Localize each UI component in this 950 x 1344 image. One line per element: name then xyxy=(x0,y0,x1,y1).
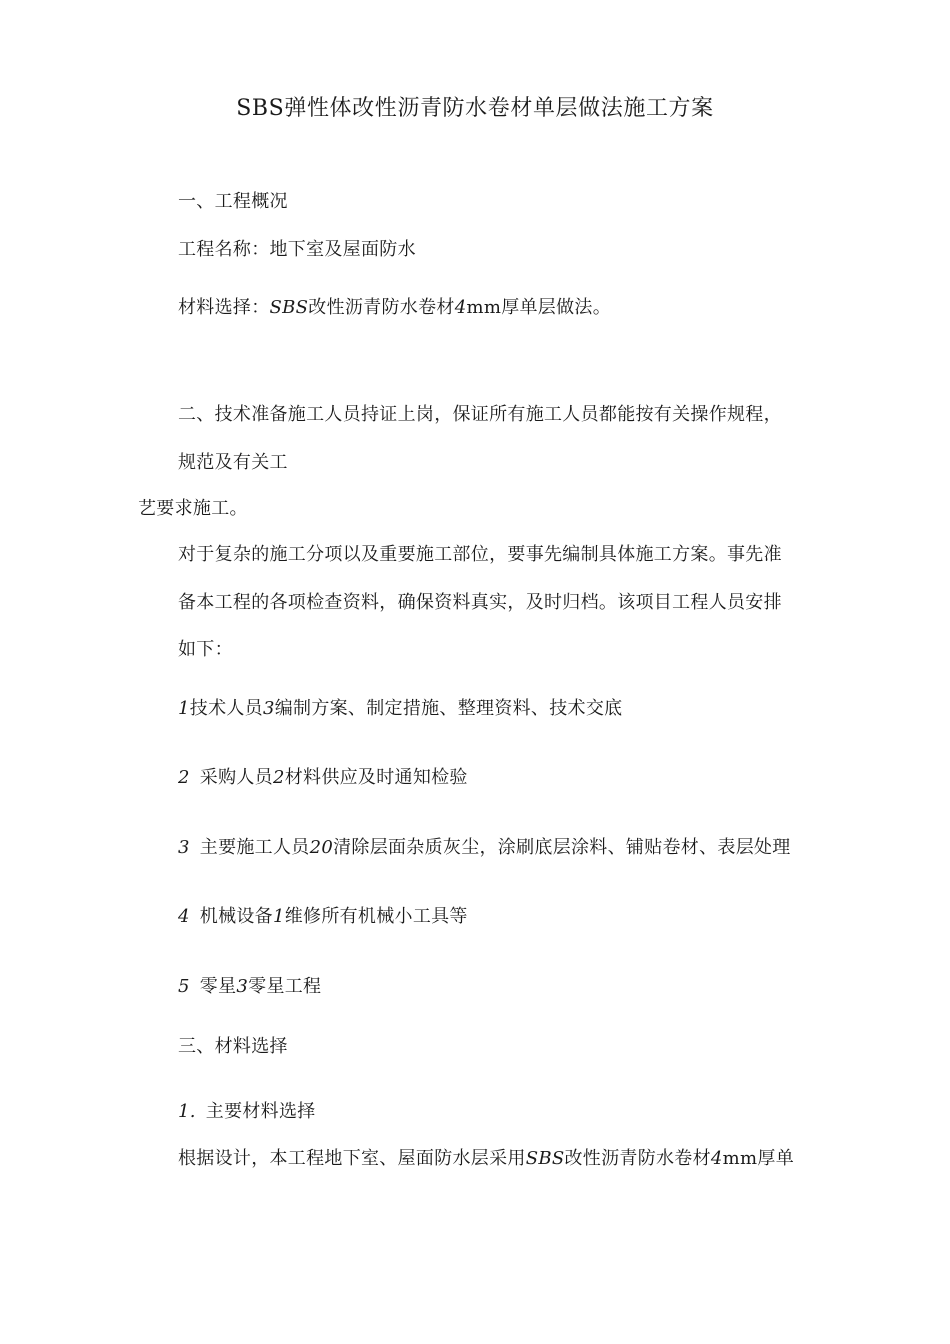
material-suffix: mm厚单层做法。 xyxy=(466,297,612,318)
staff-row xyxy=(178,975,321,999)
para-sbs: SBS xyxy=(525,1148,565,1169)
subheading-text: 主要材料选择 xyxy=(205,1101,316,1122)
page-title: SBS弹性体改性沥青防水卷材单层做法施工方案 xyxy=(236,96,714,121)
staff-duty: 材料供应及时通知检验 xyxy=(284,767,468,788)
staff-row xyxy=(178,697,622,721)
material-mid: 改性沥青防水卷材 xyxy=(308,297,455,318)
material-prefix: 材料选择： xyxy=(178,297,270,318)
staff-role: 采购人员 xyxy=(199,767,273,788)
section3-paragraph xyxy=(178,1147,794,1171)
staff-row xyxy=(178,905,468,929)
material-num: 4 xyxy=(454,297,467,318)
staff-no: 3 xyxy=(178,837,190,858)
staff-duty: 维修所有机械小工具等 xyxy=(284,906,468,927)
staff-row xyxy=(178,766,468,790)
staff-role: 零星 xyxy=(199,976,237,997)
section2-heading-line3: 艺要求施工。 xyxy=(138,498,248,519)
staff-role: 技术人员 xyxy=(189,698,263,719)
section1-heading: 一、工程概况 xyxy=(178,191,288,212)
staff-duty: 编制方案、制定措施、整理资料、技术交底 xyxy=(274,698,623,719)
staff-count: 2 xyxy=(272,767,285,788)
staff-count: 20 xyxy=(309,837,334,858)
staff-role: 机械设备 xyxy=(199,906,273,927)
staff-count: 3 xyxy=(236,976,249,997)
staff-role: 主要施工人员 xyxy=(199,837,310,858)
para-suffix: mm厚单 xyxy=(722,1148,795,1169)
staff-duty: 零星工程 xyxy=(248,976,322,997)
subheading-number: 1. xyxy=(178,1101,196,1122)
section2-heading-line1: 二、技术准备施工人员持证上岗，保证所有施工人员都能按有关操作规程， xyxy=(178,404,782,425)
staff-no: 5 xyxy=(178,976,190,997)
para-mid: 改性沥青防水卷材 xyxy=(564,1148,711,1169)
material-sbs: SBS xyxy=(269,297,309,318)
material-line xyxy=(178,296,611,320)
section2-heading-line2: 规范及有关工 xyxy=(178,452,288,473)
staff-duty: 清除层面杂质灰尘，涂刷底层涂料、铺贴卷材、表层处理 xyxy=(333,837,791,858)
section2-para-line3: 如下： xyxy=(178,639,233,660)
staff-count: 1 xyxy=(272,906,285,927)
project-name-line: 工程名称：地下室及屋面防水 xyxy=(178,239,416,260)
section2-para-line2: 备本工程的各项检查资料，确保资料真实，及时归档。该项目工程人员安排 xyxy=(178,592,782,613)
staff-row xyxy=(178,836,791,860)
section2-para-line1: 对于复杂的施工分项以及重要施工部位，要事先编制具体施工方案。事先准 xyxy=(178,544,782,565)
para-num: 4 xyxy=(710,1148,723,1169)
staff-no: 4 xyxy=(178,906,190,927)
section3-subheading xyxy=(178,1100,316,1124)
para-prefix: 根据设计，本工程地下室、屋面防水层采用 xyxy=(178,1148,526,1169)
staff-count: 3 xyxy=(262,698,275,719)
section3-heading: 三、材料选择 xyxy=(178,1036,288,1057)
staff-no: 2 xyxy=(178,767,190,788)
staff-no: 1 xyxy=(178,698,190,719)
